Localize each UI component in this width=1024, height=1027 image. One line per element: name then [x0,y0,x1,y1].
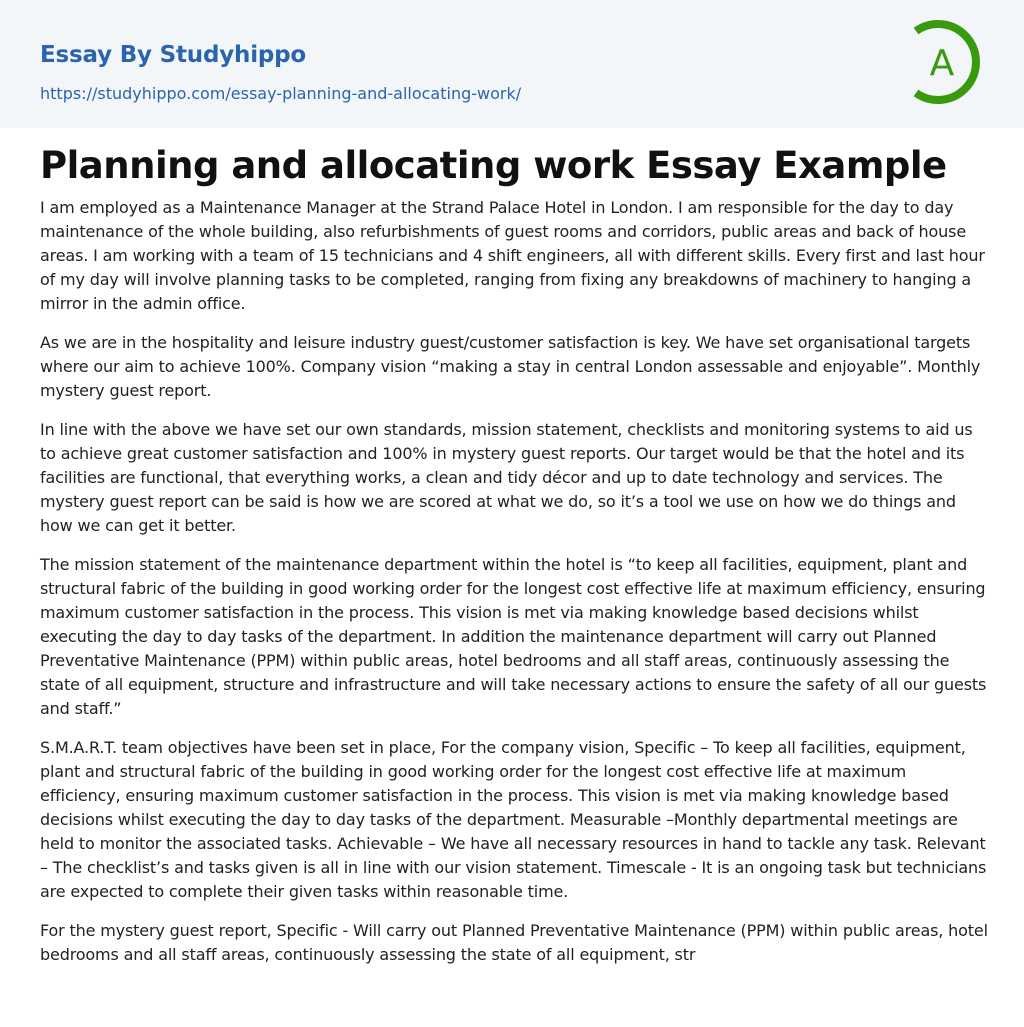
essay-paragraph: As we are in the hospitality and leisure industry guest/customer satisfaction is key. We have set organisational targets where our aim to achieve 100%. Company vision “making a stay in central London assessable and enjoyable”. Monthly mystery guest report. [40,333,981,400]
page-title: Planning and allocating work Essay Example [40,144,947,187]
essay-paragraph: For the mystery guest report, Specific - Will carry out Planned Preventative Maintenance (PPM) within public areas, hotel bedrooms and all staff areas, continuously assessing the state of all equipment, str [40,921,988,964]
essay-url-link[interactable]: https://studyhippo.com/essay-planning-and-allocating-work/ [40,84,522,103]
essay-body [40,196,988,982]
site-header [0,0,1024,128]
essay-paragraph: In line with the above we have set our own standards, mission statement, checklists and monitoring systems to aid us to achieve great customer satisfaction and 100% in mystery guest reports. Our target would be that the hotel and its facilities are functional, that everything works, a clean and tidy décor and up to date technology and services. The mystery guest report can be said is how we are scored at what we do, so it’s a tool we use on how we do things and how we can get it better. [40,420,973,535]
essay-paragraph: I am employed as a Maintenance Manager at the Strand Palace Hotel in London. I am responsible for the day to day maintenance of the whole building, also refurbishments of guest rooms and corridors, public areas and back of house areas. I am working with a team of 15 technicians and 4 shift engineers, all with different skills. Every first and last hour of my day will involve planning tasks to be completed, ranging from fixing any breakdowns of machinery to hanging a mirror in the admin office. [40,198,985,313]
site-title[interactable]: Essay By Studyhippo [40,42,307,68]
essay-paragraph: S.M.A.R.T. team objectives have been set in place, For the company vision, Specific – To keep all facilities, equipment, plant and structural fabric of the building in good working order for the longest cost effective life at maximum efficiency, ensuring maximum customer satisfaction in the process. This vision is met via making knowledge based decisions whilst executing the day to day tasks of the department. Measurable –Monthly departmental meetings are held to monitor the associated tasks. Achievable – We have all necessary resources in hand to tackle any task. Relevant – The checklist’s and tasks given is all in line with our vision statement. Timescale - It is an ongoing task but technicians are expected to complete their given tasks within reasonable time. [40,738,987,901]
logo-letter: A [929,43,955,84]
essay-paragraph: The mission statement of the maintenance department within the hotel is “to keep all facilities, equipment, plant and structural fabric of the building in good working order for the longest cost effective life at maximum efficiency, ensuring maximum customer satisfaction in the process. This vision is met via making knowledge based decisions whilst executing the day to day tasks of the department. In addition the maintenance department will carry out Planned Preventative Maintenance (PPM) within public areas, hotel bedrooms and all staff areas, continuously assessing the state of all equipment, structure and infrastructure and will take necessary actions to ensure the safety of all our guests and staff.” [40,555,987,718]
studyhippo-logo-icon[interactable] [900,18,988,106]
